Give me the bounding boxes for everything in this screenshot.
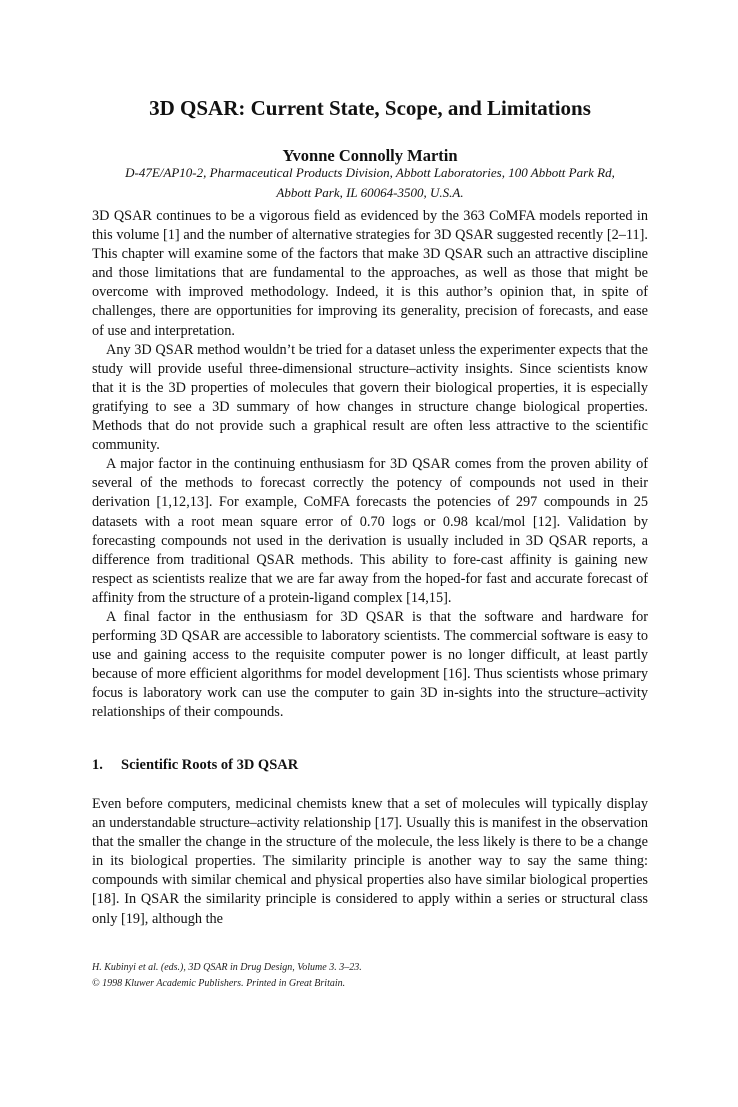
section-1-paragraph-1: Even before computers, medicinal chemists knew that a set of molecules will typically display an understandable structure–activity relationship [17]. Usually this is manifest in the observation that the smaller the change in the structure of the molecule, the less likely is there to be a change in its biological properties. The similarity principle is another way to say the same thing: compounds with similar chemical and physical properties also have similar biological properties [18]. In QSAR the similarity principle is considered to apply within a series or structural class only [19], although the: [92, 796, 648, 927]
intro-paragraph-2: Any 3D QSAR method wouldn’t be tried for a dataset unless the experimenter expects that the study will provide useful three-dimensional structure–activity insights. Since scientists know that it is the 3D properties of molecules that govern their biological properties, it is especially gratifying to see a 3D summary of how changes in structure change biological properties. Methods that do not provide such a graphical result are often less attractive to the scientific community.: [92, 341, 648, 454]
affiliation-line-1: D-47E/AP10-2, Pharmaceutical Products Division, Abbott Laboratories, 100 Abbott Park Rd,: [125, 165, 615, 180]
section-1-number: 1.: [92, 757, 103, 773]
affiliation-line-2: Abbott Park, IL 60064-3500, U.S.A.: [276, 185, 464, 200]
citation-line: H. Kubinyi et al. (eds.), 3D QSAR in Drug Design, Volume 3. 3–23.: [92, 962, 362, 973]
intro-paragraph-4: A final factor in the enthusiasm for 3D QSAR is that the software and hardware for performing 3D QSAR are accessible to laboratory scientists. The commercial software is easy to use and gaining access to the requisite computer power is no longer difficult, at least partly because of more efficient algorithms for model development [16]. Thus scientists whose primary focus is laboratory work can use the computer to gain 3D in-sights into the structure–activity relationships of their compounds.: [92, 608, 648, 721]
intro-paragraph-1: 3D QSAR continues to be a vigorous field as evidenced by the 363 CoMFA models reported in this volume [1] and the number of alternative strategies for 3D QSAR suggested recently [2–11]. This chapter will examine some of the factors that make 3D QSAR such an attractive discipline and those limitations that are fundamental to the approaches, as well as those that might be overcome with improved methodology. Indeed, it is this author’s opinion that, in spite of challenges, there are opportunities for improving its generality, precision of forecasts, and ease of use and interpretation.: [92, 208, 648, 339]
copyright-line: © 1998 Kluwer Academic Publishers. Printed in Great Britain.: [92, 978, 346, 989]
section-1-title: Scientific Roots of 3D QSAR: [121, 757, 299, 773]
intro-paragraph-3: A major factor in the continuing enthusiasm for 3D QSAR comes from the proven ability of several of the methods to forecast correctly the potency of compounds not used in their derivation [1,12,13]. For example, CoMFA forecasts the potencies of 297 compounds in 25 datasets with a root mean square error of 0.70 logs or 0.98 kcal/mol [12]. Validation by forecasting compounds not used in the derivation is usually included in 3D QSAR reports, a difference from traditional QSAR methods. This ability to fore-cast affinity is gaining new respect as scientists realize that we are far away from the hoped-for fast and accurate forecast of affinity from the structure of a protein-ligand complex [14,15].: [92, 456, 648, 606]
intro-body: [92, 207, 648, 723]
author-affiliation: [92, 163, 648, 203]
section-1-body: [92, 795, 648, 929]
author-name: Yvonne Connolly Martin: [282, 146, 458, 165]
page-title: 3D QSAR: Current State, Scope, and Limitations: [149, 96, 591, 120]
section-1-heading: [92, 757, 648, 774]
page-footer: [92, 960, 648, 992]
